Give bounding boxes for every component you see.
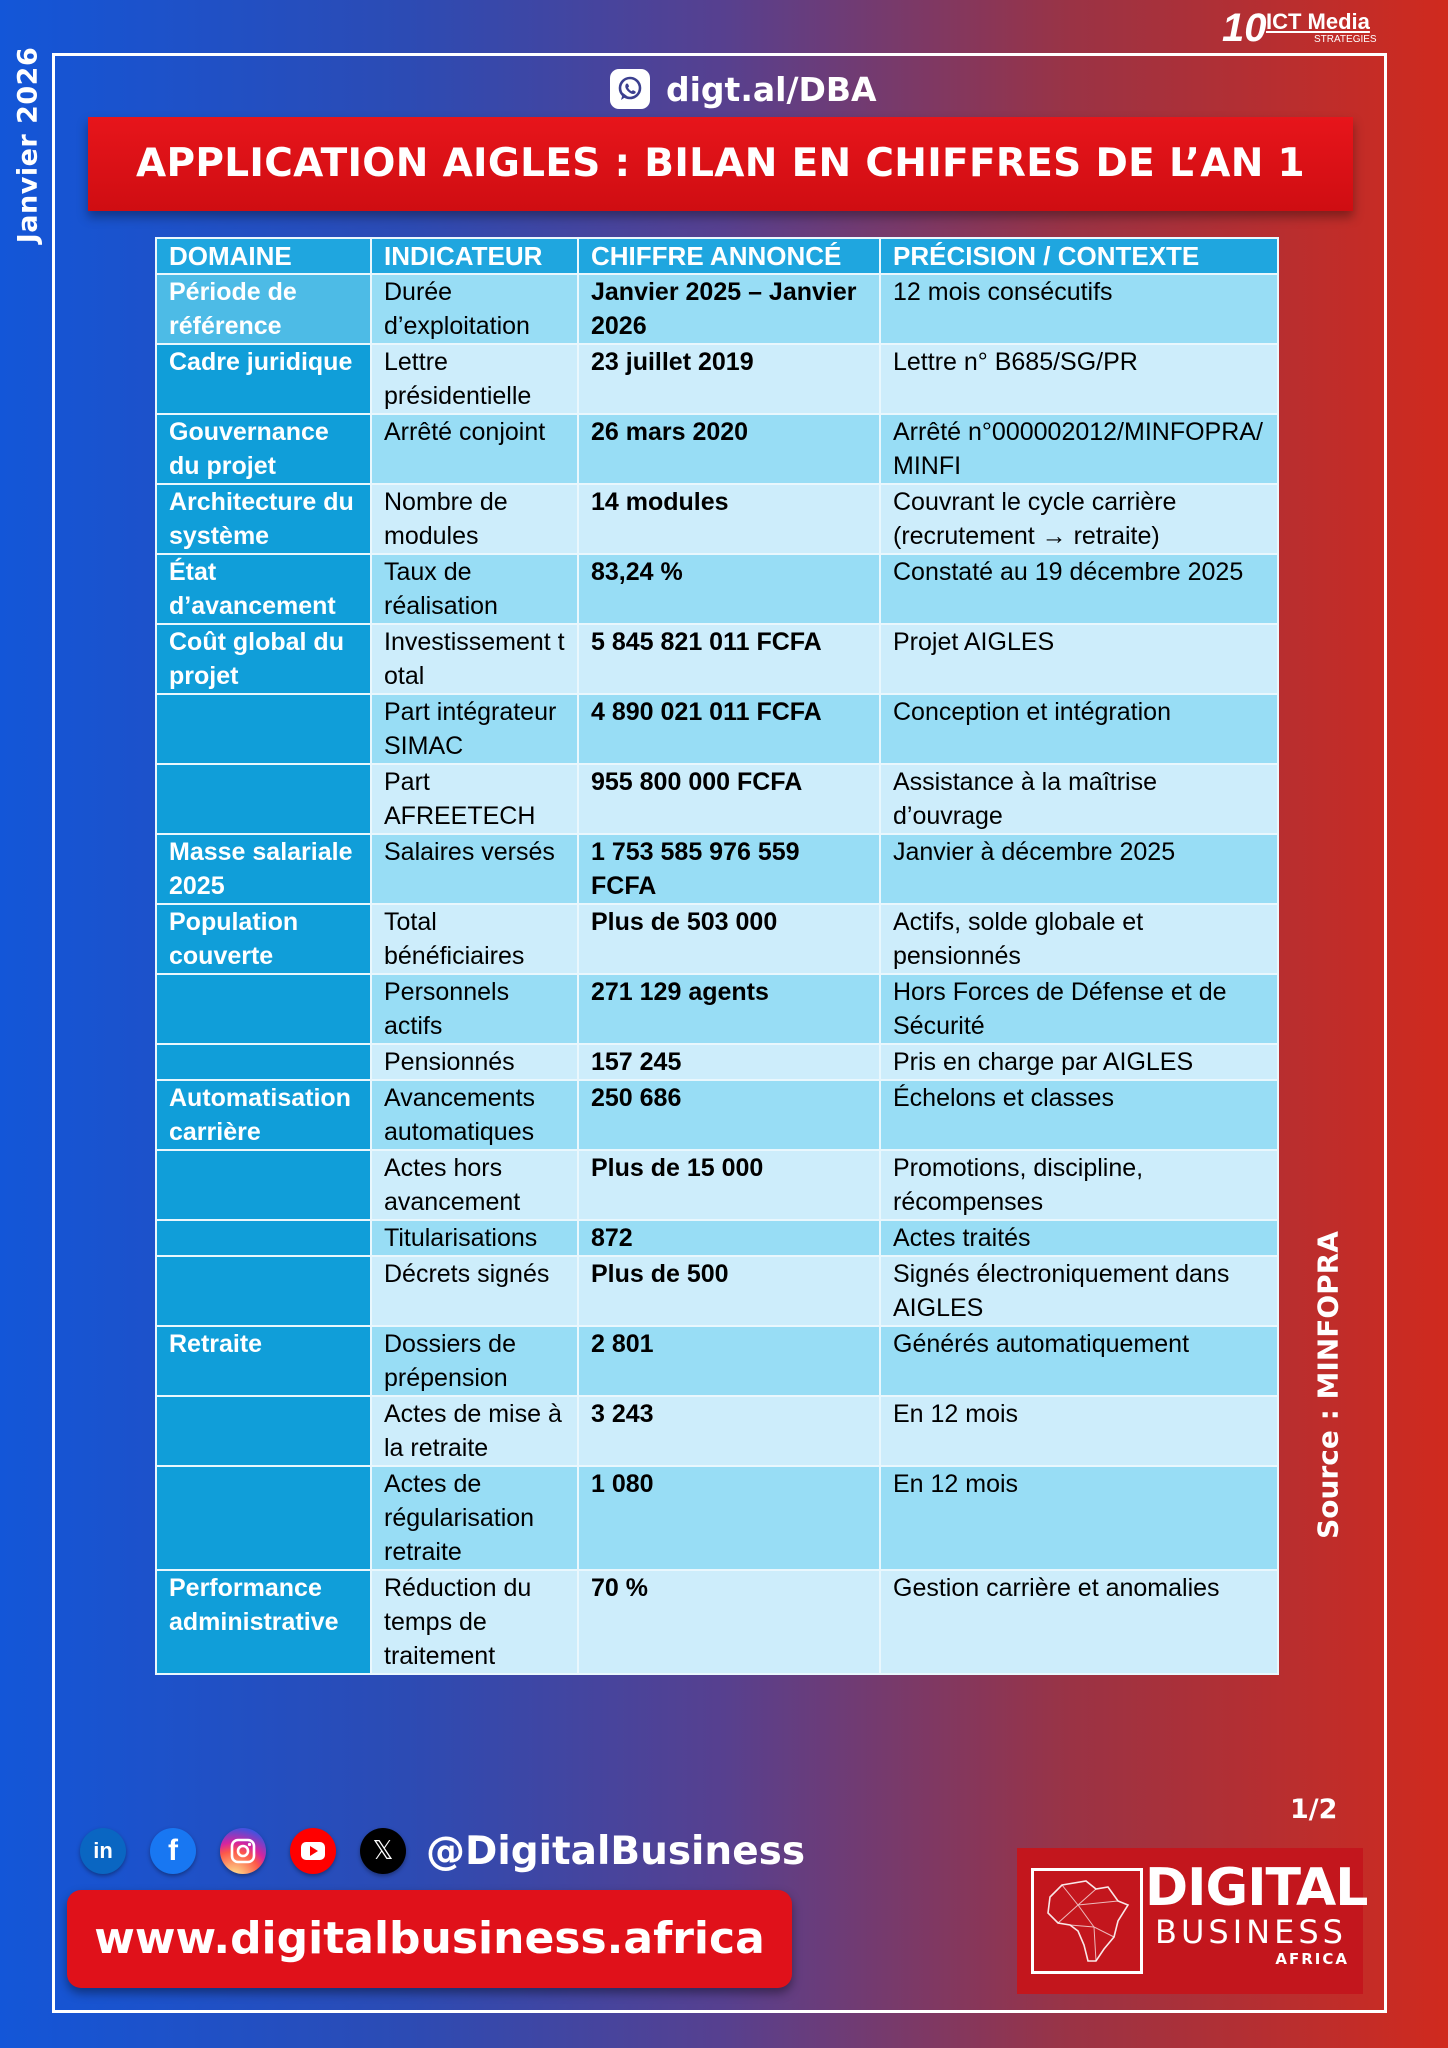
cell-context: Projet AIGLES <box>880 624 1278 694</box>
cell-indicator: Nombre de modules <box>371 484 578 554</box>
column-header-chiffre: CHIFFRE ANNONCÉ <box>578 238 880 274</box>
cell-domain <box>156 1396 371 1466</box>
cell-value: Janvier 2025 – Janvier 2026 <box>578 274 880 344</box>
cell-value: 70 % <box>578 1570 880 1674</box>
cell-indicator: Lettre présidentielle <box>371 344 578 414</box>
cell-indicator: Total bénéficiaires <box>371 904 578 974</box>
logo-africa: AFRICA <box>1275 1950 1349 1968</box>
cell-indicator: Réduction du temps de traitement <box>371 1570 578 1674</box>
cell-domain: Automatisation carrière <box>156 1080 371 1150</box>
cell-indicator: Salaires versés <box>371 834 578 904</box>
table-row <box>156 1044 1278 1080</box>
digital-business-logo[interactable] <box>1017 1848 1368 1994</box>
cell-indicator: Taux de réalisation <box>371 554 578 624</box>
cell-context: Conception et intégration <box>880 694 1278 764</box>
cell-domain <box>156 764 371 834</box>
cell-value: Plus de 500 <box>578 1256 880 1326</box>
cell-indicator: Actes de mise à la retraite <box>371 1396 578 1466</box>
table-row <box>156 414 1278 484</box>
cell-indicator: Dossiers de prépension <box>371 1326 578 1396</box>
table-row <box>156 554 1278 624</box>
cell-context: Actes traités <box>880 1220 1278 1256</box>
cell-context: En 12 mois <box>880 1396 1278 1466</box>
cell-value: 872 <box>578 1220 880 1256</box>
table-row <box>156 624 1278 694</box>
cell-value: Plus de 503 000 <box>578 904 880 974</box>
whatsapp-icon <box>610 69 650 109</box>
cell-value: 955 800 000 FCFA <box>578 764 880 834</box>
cell-context: Janvier à décembre 2025 <box>880 834 1278 904</box>
cell-domain <box>156 1256 371 1326</box>
cell-context: Gestion carrière et anomalies <box>880 1570 1278 1674</box>
shortlink[interactable] <box>610 66 877 112</box>
ict-logo-ten: 10 <box>1222 6 1267 50</box>
cell-value: 83,24 % <box>578 554 880 624</box>
cell-indicator: Part AFREETECH <box>371 764 578 834</box>
table-row <box>156 274 1278 344</box>
cell-context: Couvrant le cycle carrière (recrutement → retraite) <box>880 484 1278 554</box>
cell-context: Lettre n° B685/SG/PR <box>880 344 1278 414</box>
cell-indicator: Titularisations <box>371 1220 578 1256</box>
cell-indicator: Durée d’exploitation <box>371 274 578 344</box>
cell-indicator: Actes hors avancement <box>371 1150 578 1220</box>
linkedin-glyph: in <box>93 1838 113 1863</box>
cell-domain: Retraite <box>156 1326 371 1396</box>
facebook-glyph: f <box>168 1834 178 1867</box>
cell-context: Générés automatiquement <box>880 1326 1278 1396</box>
cell-domain <box>156 974 371 1044</box>
table-header-row <box>156 238 1278 274</box>
side-source-label: Source : MINFOPRA <box>1311 1231 1345 1539</box>
linkedin-icon[interactable] <box>80 1828 126 1874</box>
cell-indicator: Personnels actifs <box>371 974 578 1044</box>
cell-value: 2 801 <box>578 1326 880 1396</box>
cell-domain <box>156 1150 371 1220</box>
ict-media-logo[interactable] <box>1222 6 1392 50</box>
website-button[interactable] <box>67 1890 792 1988</box>
table-row <box>156 764 1278 834</box>
table-row <box>156 1256 1278 1326</box>
cell-indicator: Avancements automatiques <box>371 1080 578 1150</box>
cell-domain: État d’avancement <box>156 554 371 624</box>
page-number: 1/2 <box>1290 1794 1338 1825</box>
table-row <box>156 834 1278 904</box>
title-banner <box>88 117 1353 211</box>
cell-value: 5 845 821 011 FCFA <box>578 624 880 694</box>
cell-value: 3 243 <box>578 1396 880 1466</box>
cell-value: 1 753 585 976 559 FCFA <box>578 834 880 904</box>
cell-indicator: Arrêté conjoint <box>371 414 578 484</box>
table-row <box>156 1570 1278 1674</box>
cell-value: 26 mars 2020 <box>578 414 880 484</box>
table-row <box>156 1326 1278 1396</box>
table-row <box>156 1080 1278 1150</box>
cell-context: Pris en charge par AIGLES <box>880 1044 1278 1080</box>
table-row <box>156 904 1278 974</box>
cell-context: Promotions, discipline, récompenses <box>880 1150 1278 1220</box>
side-date-label: Janvier 2026 <box>12 46 44 244</box>
cell-value: 14 modules <box>578 484 880 554</box>
table-row <box>156 1466 1278 1570</box>
cell-domain <box>156 1044 371 1080</box>
x-glyph: 𝕏 <box>372 1836 394 1866</box>
instagram-icon[interactable] <box>220 1828 266 1874</box>
cell-context: Arrêté n°000002012/MINFOPRA/MINFI <box>880 414 1278 484</box>
cell-value: 4 890 021 011 FCFA <box>578 694 880 764</box>
website-url: www.digitalbusiness.africa <box>94 1913 765 1964</box>
cell-context: Échelons et classes <box>880 1080 1278 1150</box>
table-row <box>156 1396 1278 1466</box>
cell-context: 12 mois consécutifs <box>880 274 1278 344</box>
page-title: APPLICATION AIGLES : BILAN EN CHIFFRES DE L’AN 1 <box>136 141 1305 186</box>
cell-indicator: Décrets signés <box>371 1256 578 1326</box>
table-row <box>156 974 1278 1044</box>
cell-domain: Cadre juridique <box>156 344 371 414</box>
table-row <box>156 1220 1278 1256</box>
cell-context: Actifs, solde globale et pensionnés <box>880 904 1278 974</box>
logo-digital: DIGITAL <box>1145 1858 1368 1918</box>
column-header-domaine: DOMAINE <box>156 238 371 274</box>
x-icon[interactable] <box>360 1828 406 1874</box>
cell-value: 271 129 agents <box>578 974 880 1044</box>
cell-value: 157 245 <box>578 1044 880 1080</box>
cell-indicator: Pensionnés <box>371 1044 578 1080</box>
cell-value: Plus de 15 000 <box>578 1150 880 1220</box>
facebook-icon[interactable] <box>150 1828 196 1874</box>
shortlink-text: digt.al/DBA <box>666 69 877 109</box>
cell-context: Hors Forces de Défense et de Sécurité <box>880 974 1278 1044</box>
table-row <box>156 344 1278 414</box>
youtube-glyph <box>300 1841 326 1861</box>
cell-value: 250 686 <box>578 1080 880 1150</box>
africa-map-icon <box>1031 1868 1143 1974</box>
cell-domain: Population couverte <box>156 904 371 974</box>
social-handle[interactable]: @DigitalBusiness <box>426 1828 806 1874</box>
table-row <box>156 694 1278 764</box>
cell-domain: Performance administrative <box>156 1570 371 1674</box>
cell-context: Constaté au 19 décembre 2025 <box>880 554 1278 624</box>
cell-indicator: Investissement total <box>371 624 578 694</box>
cell-domain: Masse salariale 2025 <box>156 834 371 904</box>
column-header-contexte: PRÉCISION / CONTEXTE <box>880 238 1278 274</box>
cell-domain <box>156 1220 371 1256</box>
cell-context: En 12 mois <box>880 1466 1278 1570</box>
instagram-glyph <box>229 1837 257 1865</box>
figures-table <box>155 237 1279 1675</box>
cell-domain: Période de référence <box>156 274 371 344</box>
cell-domain: Architecture du système <box>156 484 371 554</box>
ict-logo-sub: STRATEGIES <box>1314 34 1377 45</box>
social-links <box>80 1828 805 1874</box>
table-row <box>156 484 1278 554</box>
table-row <box>156 1150 1278 1220</box>
cell-context: Signés électroniquement dans AIGLES <box>880 1256 1278 1326</box>
cell-value: 23 juillet 2019 <box>578 344 880 414</box>
youtube-icon[interactable] <box>290 1828 336 1874</box>
cell-indicator: Actes de régularisation retraite <box>371 1466 578 1570</box>
logo-business: BUSINESS <box>1155 1913 1347 1951</box>
cell-context: Assistance à la maîtrise d’ouvrage <box>880 764 1278 834</box>
cell-domain: Coût global du projet <box>156 624 371 694</box>
column-header-indicateur: INDICATEUR <box>371 238 578 274</box>
cell-value: 1 080 <box>578 1466 880 1570</box>
cell-domain <box>156 1466 371 1570</box>
ict-logo-name: ICT Media <box>1266 9 1370 34</box>
cell-indicator: Part intégrateur SIMAC <box>371 694 578 764</box>
cell-domain <box>156 694 371 764</box>
cell-domain: Gouvernance du projet <box>156 414 371 484</box>
